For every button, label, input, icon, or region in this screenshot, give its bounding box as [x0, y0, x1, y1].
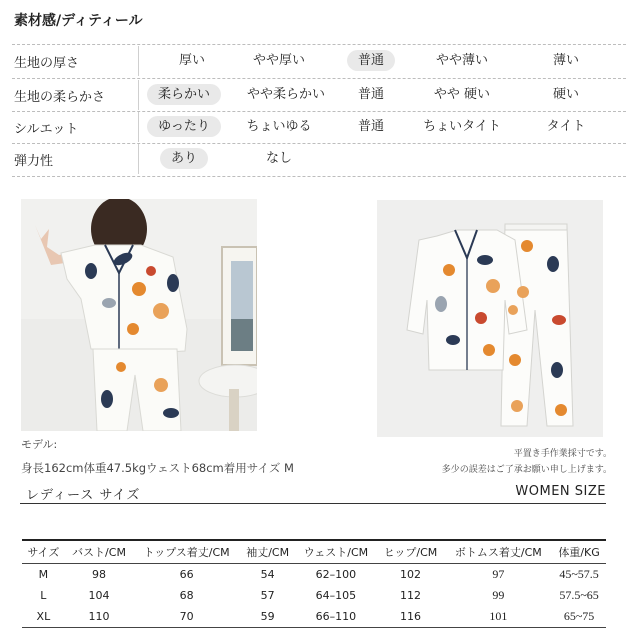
table-row — [22, 606, 606, 628]
table-cell: 66–110 — [295, 606, 376, 628]
attr-option-selected: ゆったり — [139, 115, 229, 139]
table-cell: 116 — [376, 606, 444, 628]
column-header: サイズ — [22, 540, 65, 564]
attr-option: やや柔らかい — [246, 87, 325, 102]
table-cell: 68 — [179, 589, 194, 602]
attr-option: ちょいゆる — [246, 119, 312, 134]
column-header: ウェスト/CM — [295, 540, 376, 564]
attr-option-selected: 普通 — [326, 49, 416, 73]
table-row — [22, 564, 606, 586]
table-cell: 102 — [399, 568, 421, 581]
table-cell: 104 — [88, 589, 110, 602]
attr-option: なし — [265, 151, 292, 166]
attr-option-selected: 柔らかい — [139, 83, 229, 107]
table-cell: 110 — [65, 606, 134, 628]
table-cell: 101 — [445, 606, 553, 628]
table-cell: 57.5~65 — [559, 588, 599, 602]
attr-row-softness — [0, 80, 640, 110]
table-cell: 57 — [260, 589, 275, 602]
table-cell: 45~57.5 — [559, 567, 599, 581]
size-heading-ja: レディース サイズ — [26, 488, 141, 503]
attr-label: 生地の柔らかさ — [14, 90, 106, 105]
table-row — [22, 585, 606, 606]
attr-row-thickness — [0, 46, 640, 76]
attr-option: 普通 — [357, 87, 384, 102]
attr-option: やや薄い — [435, 53, 488, 68]
attr-label: 弾力性 — [14, 154, 54, 169]
attr-option: 普通 — [357, 119, 384, 134]
column-header: トップス着丈/CM — [133, 540, 240, 564]
table-cell: 99 — [492, 588, 505, 602]
size-heading-en: WOMEN SIZE — [515, 484, 606, 499]
table-cell: XL — [22, 606, 65, 628]
attr-row-elasticity — [0, 144, 640, 174]
table-cell: 70 — [133, 606, 240, 628]
attr-option: 硬い — [552, 87, 579, 102]
column-header: 体重/KG — [552, 540, 606, 564]
size-table — [22, 539, 606, 628]
divider — [20, 503, 606, 504]
divider — [12, 78, 626, 79]
divider — [138, 46, 139, 76]
attr-option: やや厚い — [252, 53, 305, 68]
column-header: バスト/CM — [65, 540, 134, 564]
table-cell: 59 — [240, 606, 296, 628]
product-flatlay-photo — [377, 200, 603, 437]
attr-option-selected: あり — [139, 147, 229, 171]
table-cell: M — [38, 568, 49, 581]
divider — [12, 176, 626, 177]
table-cell: 66 — [179, 568, 194, 581]
attr-label: 生地の厚さ — [14, 56, 80, 71]
table-cell: 98 — [92, 568, 106, 581]
table-cell: 54 — [260, 568, 275, 581]
table-cell: L — [40, 589, 47, 602]
column-header: ヒップ/CM — [376, 540, 444, 564]
measurement-note: 多少の誤差はご了承お願い申し上げます。 — [441, 465, 612, 475]
table-cell: 112 — [399, 589, 421, 602]
table-cell: 62–100 — [315, 568, 357, 581]
model-photo-illustration — [21, 199, 257, 431]
attr-option: 厚い — [178, 53, 205, 68]
divider — [12, 44, 626, 45]
attr-option: 薄い — [552, 53, 579, 68]
table-cell: 65~75 — [552, 606, 606, 628]
model-label: モデル: — [21, 438, 58, 451]
model-info: 身長162cm体重47.5kgウェスト68cm着用サイズ M — [21, 461, 294, 475]
column-header: ボトムス着丈/CM — [445, 540, 553, 564]
attr-row-silhouette — [0, 112, 640, 142]
table-cell: 97 — [492, 567, 505, 581]
column-header: 袖丈/CM — [240, 540, 296, 564]
table-cell: 64–105 — [315, 589, 357, 602]
product-flatlay-illustration — [377, 200, 603, 437]
attr-option: ちょいタイト — [423, 119, 501, 134]
measurement-note: 平置き手作業採寸です。 — [513, 449, 612, 459]
attr-label: シルエット — [14, 122, 79, 137]
model-photo — [21, 199, 257, 431]
size-table-header — [22, 540, 606, 564]
attr-option: やや 硬い — [433, 87, 491, 102]
section-title: 素材感/ディティール — [14, 13, 143, 29]
attr-option: タイト — [546, 119, 586, 134]
